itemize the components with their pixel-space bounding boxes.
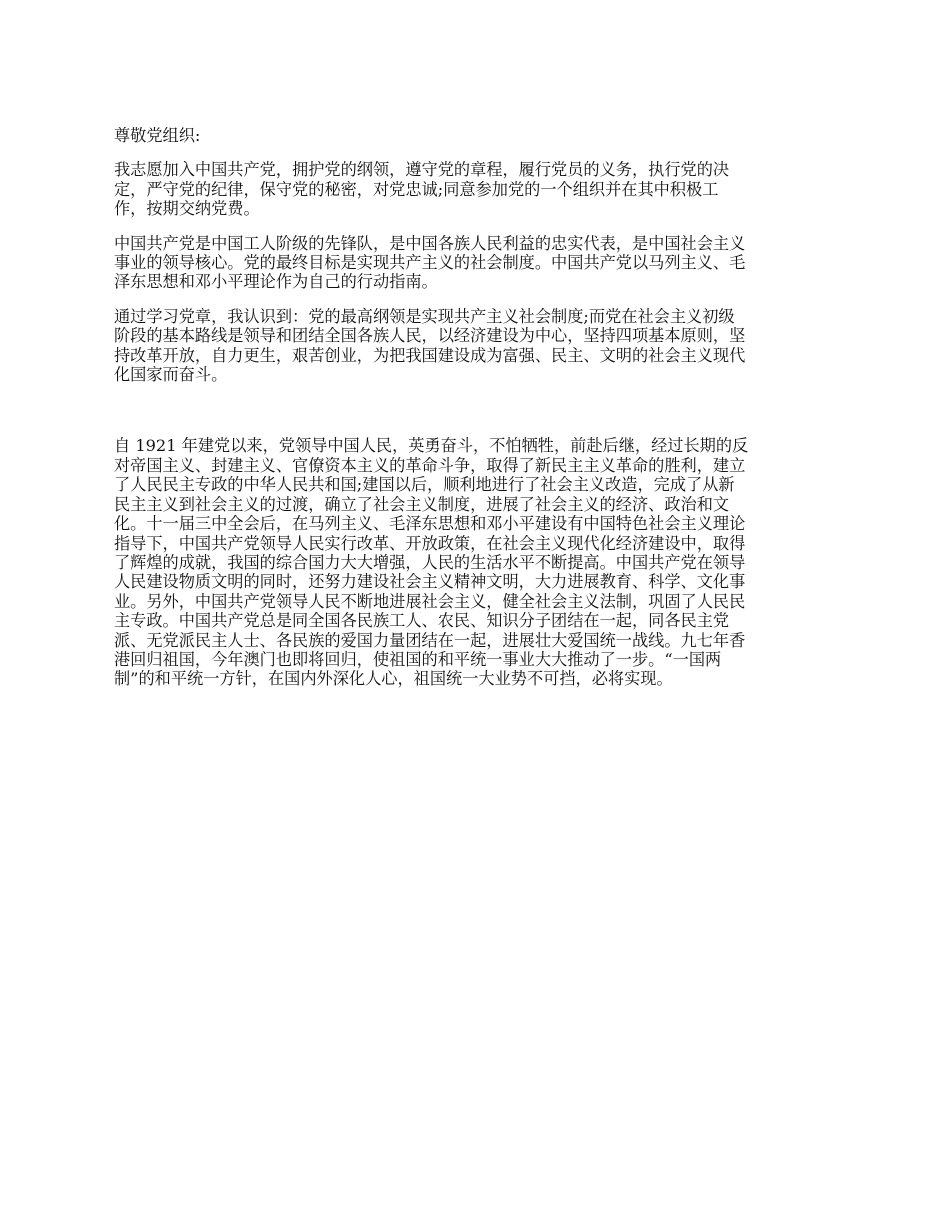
paragraph-line: 指导下，中国共产党领导人民实行改革、开放政策，在社会主义现代化经济建设中，取得 <box>114 533 746 553</box>
paragraph-line: 化国家而奋斗。 <box>114 365 228 385</box>
paragraph-line: 泽东思想和邓小平理论作为自己的行动指南。 <box>114 272 438 292</box>
paragraph-line: 定，严守党的纪律，保守党的秘密，对党忠诚;同意参加党的一个组织并在其中积极工 <box>114 179 719 199</box>
paragraph-line: 阶段的基本路线是领导和团结全国各族人民，以经济建设为中心，坚持四项基本原则，坚 <box>114 326 746 346</box>
paragraph-2 <box>114 234 840 292</box>
paragraph-line: 对帝国主义、封建主义、官僚资本主义的革命斗争，取得了新民主主义革命的胜利，建立 <box>114 455 746 475</box>
paragraph-line: 业。另外，中国共产党领导人民不断地进展社会主义，健全社会主义法制，巩固了人民民 <box>114 591 746 611</box>
paragraph-line: 事业的领导核心。党的最终目标是实现共产主义的社会制度。中国共产党以马列主义、毛 <box>114 253 746 273</box>
paragraph-line: 通过学习党章，我认识到：党的最高纲领是实现共产主义社会制度;而党在社会主义初级 <box>114 306 735 326</box>
paragraph-line: 作，按期交纳党费。 <box>114 199 260 219</box>
paragraph-line: 人民建设物质文明的同时，还努力建设社会主义精神文明，大力进展教育、科学、文化事 <box>114 572 746 592</box>
paragraph-line: 了人民民主专政的中华人民共和国;建国以后，顺利地进行了社会主义改造，完成了从新 <box>114 475 735 495</box>
paragraph-line: 我志愿加入中国共产党，拥护党的纲领，遵守党的章程，履行党员的义务，执行党的决 <box>114 160 730 180</box>
paragraph-line: 港回归祖国，今年澳门也即将回归，使祖国的和平统一事业大大推动了一步。“一国两 <box>114 649 722 669</box>
paragraph-3 <box>114 307 840 385</box>
paragraph-line: 制”的和平统一方针，在国内外深化人心，祖国统一大业势不可挡，必将实现。 <box>114 669 673 689</box>
document-body <box>114 126 840 704</box>
paragraph-line: 主专政。中国共产党总是同全国各民族工人、农民、知识分子团结在一起，同各民主党 <box>114 611 730 631</box>
paragraph-line: 自 1921 年建党以来，党领导中国人民，英勇奋斗，不怕牺牲，前赴后继，经过长期的反 <box>114 436 749 456</box>
paragraph-1 <box>114 160 840 218</box>
paragraph-line: 了辉煌的成就，我国的综合国力大大增强，人民的生活水平不断提高。中国共产党在领导 <box>114 552 746 572</box>
paragraph-line: 民主主义到社会主义的过渡，确立了社会主义制度，进展了社会主义的经济、政治和文 <box>114 494 730 514</box>
paragraph-4 <box>114 436 840 688</box>
paragraph-line: 派、无党派民主人士、各民族的爱国力量团结在一起，进展壮大爱国统一战线。九七年香 <box>114 630 746 650</box>
paragraph-line: 持改革开放，自力更生，艰苦创业，为把我国建设成为富强、民主、文明的社会主义现代 <box>114 345 746 365</box>
salutation <box>114 126 840 145</box>
paragraph-line: 化。十一届三中全会后，在马列主义、毛泽东思想和邓小平建设有中国特色社会主义理论 <box>114 514 746 534</box>
salutation-text: 尊敬党组织: <box>114 126 201 145</box>
paragraph-line: 中国共产党是中国工人阶级的先锋队，是中国各族人民利益的忠实代表，是中国社会主义 <box>114 233 746 253</box>
